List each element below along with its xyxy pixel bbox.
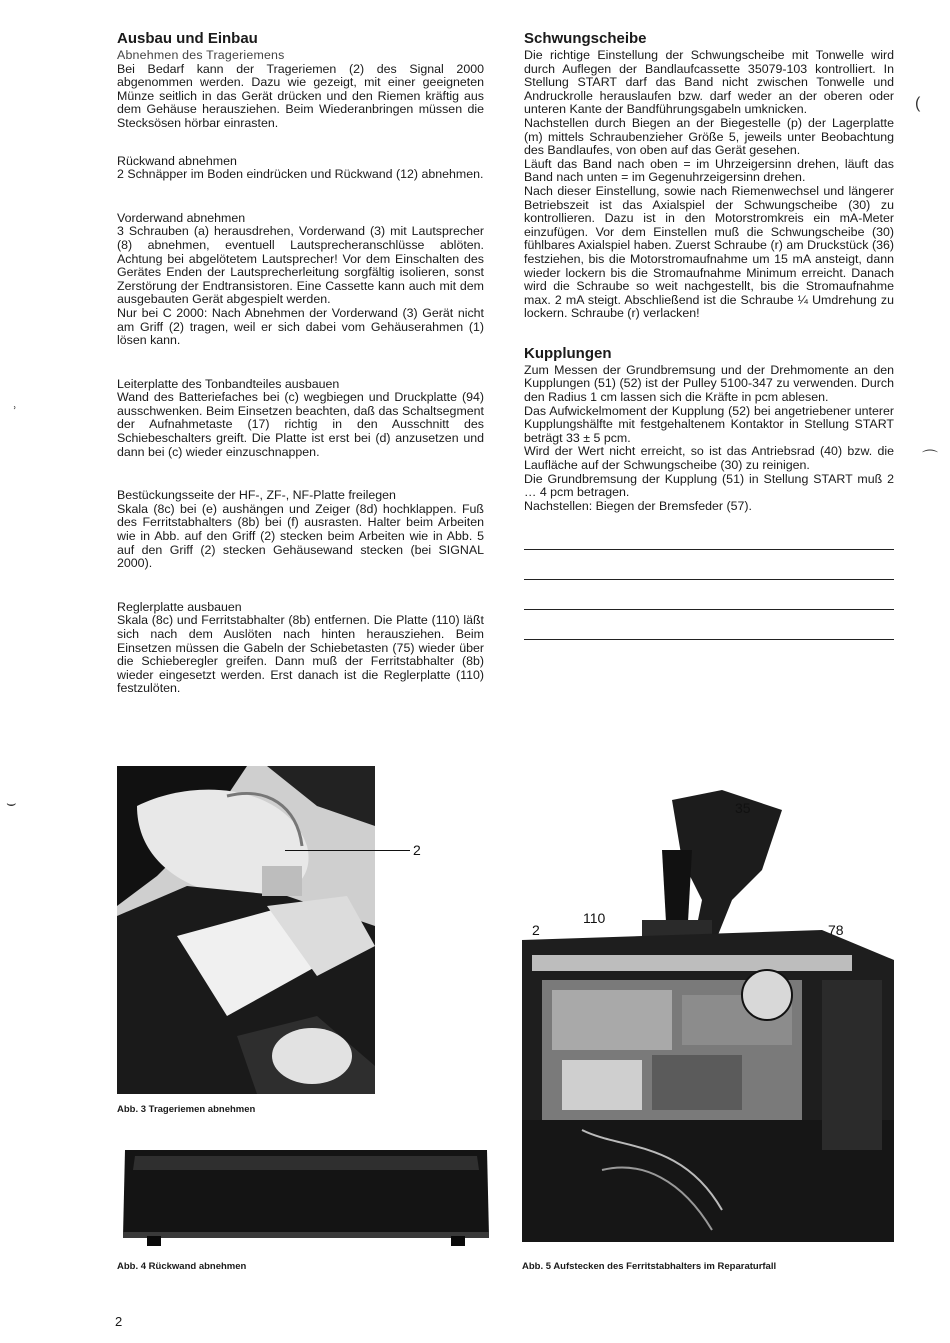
paragraph-vorderwand: 3 Schrauben (a) herausdrehen, Vorderwand (3) mit Lautsprecher (8) abnehmen, eventuell Lautsprecheranschlüsse ablöten. Achtung bei abgelötetem Lautsprecher! Vor dem Einschalten des Gerätes Enden der Lautsprecherleitung sorgfältig isolieren, sonst Zerstörung der Endtransistoren. Eine Cassette kann auch mit dem ausgebauten Gerät abgespielt werden.	[117, 224, 484, 307]
paragraph-kupplung-3: Wird der Wert nicht erreicht, so ist das Antriebsrad (40) bzw. die Laufläche auf der Schwungscheibe (30) zu reinigen.	[524, 444, 894, 473]
figure-5-label-78: 78	[828, 922, 844, 938]
figure-5-photo	[522, 790, 894, 1242]
scan-mark-left-2: ⌣	[6, 795, 17, 812]
paragraph-kupplung-1: Zum Messen der Grundbremsung und der Drehmomente an den Kupplungen (51) (52) ist der Pulley 5100-347 zu verwenden. Durch den Radius 1 cm lassen sich die Kräfte in pcm ablesen.	[524, 362, 894, 405]
figure-5-caption: Abb. 5 Aufstecken des Ferritstabhalters im Reparaturfall	[522, 1261, 777, 1272]
section-title-schwungscheibe: Schwungscheibe	[524, 30, 647, 47]
paragraph-reglerplatte: Skala (8c) und Ferritstabhalter (8b) entfernen. Die Platte (110) läßt sich nach dem Auslöten nach hinten herausziehen. Beim Einsetzen müssen die Gabeln der Schiebetasten (75) wieder über die Schieberegler greifen. Dann muß der Ferritstabhalter (8b) wieder eingesetzt werden. Erst danach ist die Reglerplatte (110) festzulöten.	[117, 613, 484, 696]
figure-5-label-2: 2	[532, 922, 540, 938]
paragraph-schwung-3: Läuft das Band nach oben = im Uhrzeigersinn drehen, läuft das Band nach unten = im Gegenuhrzeigersinn drehen.	[524, 156, 894, 185]
blank-line-1	[524, 549, 894, 550]
right-column	[524, 30, 894, 669]
subheading-leiterplatte: Leiterplatte des Tonbandteiles ausbauen	[117, 376, 340, 391]
subheading-vorderwand: Vorderwand abnehmen	[117, 210, 246, 225]
subheading-reglerplatte: Reglerplatte ausbauen	[117, 599, 242, 614]
paragraph-leiterplatte: Wand des Batteriefaches bei (c) wegbiegen und Druckplatte (94) ausschwenken. Beim Einsetzen beachten, daß das Schaltsegment der Aufnahmetaste (17) richtig in den Ausschnitt des Schiebeschalters greift. Die Platte ist erst bei (d) anzusetzen und dann bei (c) wieder einzuschnappen.	[117, 390, 484, 459]
figure-5-label-110: 110	[583, 910, 606, 926]
section-title-kupplungen: Kupplungen	[524, 344, 612, 362]
paragraph-schwung-4: Nach dieser Einstellung, sowie nach Riemenwechsel und längerer Betriebszeit ist das Axialspiel der Schwungscheibe (30) zu kontrollieren. Dazu ist in den Motorstromkreis ein mA-Meter einzufügen. Vor dem Einstellen muß die Schwungscheibe (30) fühlbares Axialspiel haben. Zuerst Schraube (r) am Druckstück (36) festziehen, bis die Motorstromaufnahme um 15 mA ansteigt, dann wieder lockern bis die Stromaufnahme Minimum erreicht. Danach wird die Schraube so weit nachgestellt, bis die Stromaufnahme max. 2 mA steigt. Abschließend ist die Schraube ¼ Umdrehung zu lockern. Schraube (r) verlacken!	[524, 183, 894, 321]
subheading-trageriemen: Abnehmen des Trageriemens	[117, 48, 285, 62]
scan-mark-right-2: ⌒	[922, 450, 939, 467]
scan-mark-right: (	[915, 95, 921, 112]
paragraph-kupplung-2: Das Aufwickelmoment der Kupplung (52) bei angetriebener unterer Kupplungshälfte mit festgehaltenem Kontaktor in Stellung START beträgt 33 ± 5 pcm.	[524, 403, 894, 445]
blank-line-2	[524, 579, 894, 580]
paragraph-schwung-1: Die richtige Einstellung der Schwungscheibe mit Tonwelle wird durch Auflegen der Bandlaufcassette 35079-103 kontrolliert. In Stellung START darf das Band nicht zwischen Tonwelle und Andruckrolle herauslaufen bzw. darf weder an der oberen oder unteren Kante der Bandführungsgabeln umknicken.	[524, 48, 894, 117]
paragraph-trageriemen: Bei Bedarf kann der Trageriemen (2) des Signal 2000 abgenommen werden. Dazu wie gezeigt, mit einer geeigneten Münze seitlich in das Gerät drücken und den Riemen kräftig aus dem Gehäuse herausziehen. Beim Wiederanbringen müssen die Stecksösen hörbar einrasten.	[117, 61, 484, 130]
figure-4-photo	[117, 1140, 495, 1252]
paragraph-bestueckungsseite: Skala (8c) bei (e) aushängen und Zeiger (8d) hochklappen. Fuß des Ferritstabhalters (8b) bei (f) ausrasten. Halter beim Arbeiten wie in Abb. auf den Griff (2) stecken beim Arbeiten wie in Abb. 5 auf den Griff (2) stecken Gehäusewand stecken (bei SIGNAL 2000).	[117, 501, 484, 571]
figure-5-label-35: 35	[735, 800, 751, 816]
blank-line-4	[524, 639, 894, 640]
paragraph-schwung-2: Nachstellen durch Biegen an der Biegestelle (p) der Lagerplatte (m) mittels Schraubenzieher Größe 5, jeweils unter Beobachtung des Bandlaufes, von oben auf das Gerät gesehen.	[524, 115, 894, 158]
paragraph-kupplung-5: Nachstellen: Biegen der Bremsfeder (57).	[524, 498, 752, 513]
figure-3-caption: Abb. 3 Trageriemen abnehmen	[117, 1104, 256, 1115]
callout-line-2	[285, 850, 410, 851]
scan-mark-left: ʾ	[12, 405, 18, 422]
paragraph-kupplung-4: Die Grundbremsung der Kupplung (51) in Stellung START muß 2 … 4 pcm betragen.	[524, 471, 894, 500]
figure-4-caption: Abb. 4 Rückwand abnehmen	[117, 1261, 247, 1272]
paragraph-rueckwand: 2 Schnäpper im Boden eindrücken und Rückwand (12) abnehmen.	[117, 167, 484, 182]
figure-3-label-2: 2	[413, 842, 421, 858]
paragraph-vorderwand-c2000: Nur bei C 2000: Nach Abnehmen der Vorderwand (3) Gerät nicht am Griff (2) tragen, weil er sich dabei vom Gehäuserahmen (1) lösen kann.	[117, 305, 484, 348]
subheading-rueckwand: Rückwand abnehmen	[117, 153, 237, 168]
hand-strap-illustration	[117, 766, 375, 1094]
open-device-illustration	[522, 790, 894, 1242]
blank-line-3	[524, 609, 894, 610]
device-back-illustration	[117, 1140, 495, 1252]
figure-3-photo	[117, 766, 375, 1094]
section-title-ausbau: Ausbau und Einbau	[117, 30, 258, 47]
left-column	[117, 30, 484, 696]
page-number: 2	[115, 1314, 123, 1329]
subheading-bestueckungsseite: Bestückungsseite der HF-, ZF-, NF-Platte freilegen	[117, 488, 396, 503]
